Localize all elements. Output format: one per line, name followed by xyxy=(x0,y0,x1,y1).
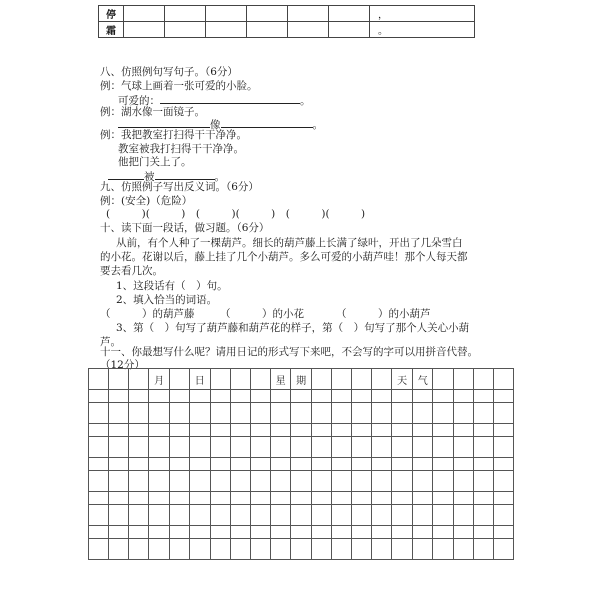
grid-cell[interactable] xyxy=(169,471,189,492)
grid-cell[interactable] xyxy=(392,437,413,458)
table-cell: ， xyxy=(370,6,475,22)
q10-fill-c[interactable]: （ ）的小葫芦 xyxy=(336,308,431,320)
q8-example-3c: 他把门关上了。 xyxy=(118,156,192,168)
grid-cell[interactable] xyxy=(311,471,331,492)
q10-sub-3: 3、第（ ）句写了葫芦藤和葫芦花的样子，第（ ）句写了那个人关心小葫 xyxy=(116,322,470,334)
character-table xyxy=(98,5,475,38)
grid-cell[interactable] xyxy=(352,505,372,526)
grid-cell[interactable] xyxy=(129,505,149,526)
grid-cell[interactable] xyxy=(270,437,291,458)
grid-cell[interactable] xyxy=(291,403,312,424)
grid-writing-row[interactable] xyxy=(89,437,514,458)
q8-title: 八、仿照例句写句子。（6分） xyxy=(100,66,238,78)
grid-cell[interactable] xyxy=(433,505,453,526)
grid-cell[interactable] xyxy=(109,403,129,424)
grid-cell[interactable] xyxy=(372,539,392,560)
grid-cell[interactable] xyxy=(453,403,473,424)
grid-cell[interactable] xyxy=(189,539,210,560)
grid-cell[interactable] xyxy=(433,437,453,458)
grid-cell[interactable] xyxy=(149,471,170,492)
grid-cell[interactable] xyxy=(270,471,291,492)
grid-cell[interactable] xyxy=(332,505,352,526)
grid-cell[interactable] xyxy=(230,403,250,424)
grid-cell[interactable] xyxy=(210,471,230,492)
grid-cell[interactable] xyxy=(149,539,170,560)
q10-sub-2: 2、填入恰当的词语。 xyxy=(116,294,218,306)
q8-answer-line-2: 像 。 xyxy=(118,117,323,132)
grid-cell[interactable] xyxy=(129,403,149,424)
grid-spacer-row xyxy=(89,526,514,539)
grid-cell[interactable] xyxy=(129,437,149,458)
grid-spacer-row xyxy=(89,458,514,471)
grid-cell[interactable] xyxy=(270,539,291,560)
grid-writing-row[interactable] xyxy=(89,403,514,424)
answer-blank[interactable] xyxy=(155,169,215,180)
grid-writing-row[interactable] xyxy=(89,505,514,526)
table-cell: 霜 xyxy=(99,22,124,38)
grid-cell[interactable] xyxy=(109,471,129,492)
grid-cell[interactable] xyxy=(493,437,513,458)
grid-writing-row[interactable] xyxy=(89,539,514,560)
q8-example-2: 例：湖水像一面镜子。 xyxy=(100,106,205,118)
q8-example-3: 例：我把教室打扫得干干净净。 xyxy=(100,129,247,141)
writing-grid[interactable] xyxy=(88,368,514,560)
grid-cell[interactable] xyxy=(332,403,352,424)
grid-cell[interactable] xyxy=(291,505,312,526)
weekday-label-1: 星 xyxy=(270,369,291,390)
answer-blank[interactable] xyxy=(108,169,144,180)
grid-cell[interactable] xyxy=(412,437,433,458)
grid-cell[interactable] xyxy=(149,505,170,526)
grid-cell[interactable] xyxy=(250,437,270,458)
grid-cell[interactable] xyxy=(109,505,129,526)
grid-cell[interactable] xyxy=(493,539,513,560)
grid-cell[interactable] xyxy=(89,539,109,560)
grid-cell[interactable] xyxy=(189,505,210,526)
grid-cell[interactable] xyxy=(473,403,493,424)
grid-cell[interactable] xyxy=(109,437,129,458)
grid-cell[interactable] xyxy=(433,403,453,424)
grid-cell[interactable] xyxy=(473,471,493,492)
grid-cell[interactable] xyxy=(250,539,270,560)
q10-fill-b[interactable]: （ ）的小花 xyxy=(220,308,304,320)
grid-cell[interactable] xyxy=(332,437,352,458)
q8-example-1: 例：气球上画着一张可爱的小脸。 xyxy=(100,80,258,92)
grid-cell[interactable] xyxy=(149,403,170,424)
grid-cell[interactable] xyxy=(169,505,189,526)
q10-fill-a[interactable]: （ ）的葫芦藤 xyxy=(100,308,195,320)
q10-sub-1: 1、这段话有（ ）句。 xyxy=(116,280,228,292)
q11-title: 十一、你最想写什么呢？请用日记的形式写下来吧，不会写的字可以用拼音代替。 xyxy=(100,346,478,358)
grid-cell[interactable] xyxy=(352,471,372,492)
q9-example: 例：(安全)（危险） xyxy=(100,195,193,207)
grid-cell[interactable] xyxy=(433,539,453,560)
day-label: 日 xyxy=(189,369,210,390)
grid-cell[interactable] xyxy=(291,437,312,458)
grid-cell[interactable] xyxy=(311,403,331,424)
grid-cell[interactable] xyxy=(453,437,473,458)
grid-cell[interactable] xyxy=(412,471,433,492)
grid-cell[interactable] xyxy=(89,471,109,492)
q10-passage-line-3: 要去看几次。 xyxy=(100,265,163,277)
grid-cell[interactable] xyxy=(189,471,210,492)
grid-cell[interactable] xyxy=(210,437,230,458)
q10-title: 十、读下面一段话，做习题。（6分） xyxy=(100,222,270,234)
grid-cell[interactable] xyxy=(230,437,250,458)
grid-writing-row[interactable] xyxy=(89,471,514,492)
grid-header-row xyxy=(89,369,514,390)
grid-cell[interactable] xyxy=(291,539,312,560)
q8-answer-line-3: 被 。 xyxy=(108,169,225,184)
q8-example-3b: 教室被我打扫得干干净净。 xyxy=(118,143,244,155)
grid-cell[interactable] xyxy=(493,403,513,424)
grid-cell[interactable] xyxy=(433,471,453,492)
answer-blank[interactable] xyxy=(118,117,210,128)
grid-cell[interactable] xyxy=(311,539,331,560)
grid-cell[interactable] xyxy=(473,505,493,526)
grid-cell[interactable] xyxy=(210,403,230,424)
grid-cell[interactable] xyxy=(109,539,129,560)
grid-cell[interactable] xyxy=(493,505,513,526)
table-cell: 停 xyxy=(99,6,124,22)
q10-passage-line-1: 从前，有个人种了一棵葫芦。细长的葫芦藤上长满了绿叶，开出了几朵雪白 xyxy=(116,237,463,249)
grid-cell[interactable] xyxy=(372,471,392,492)
q10-sub-3-cont: 芦。 xyxy=(100,336,121,348)
grid-cell[interactable] xyxy=(453,539,473,560)
grid-cell[interactable] xyxy=(412,403,433,424)
grid-cell[interactable] xyxy=(149,437,170,458)
grid-cell[interactable] xyxy=(372,437,392,458)
grid-spacer-row xyxy=(89,390,514,403)
grid-cell[interactable] xyxy=(169,403,189,424)
answer-blank[interactable] xyxy=(160,93,300,104)
grid-spacer-row xyxy=(89,424,514,437)
grid-cell[interactable] xyxy=(169,437,189,458)
exam-page xyxy=(88,0,514,611)
grid-cell[interactable] xyxy=(189,437,210,458)
grid-cell[interactable] xyxy=(270,505,291,526)
grid-cell[interactable] xyxy=(392,505,413,526)
grid-cell[interactable] xyxy=(291,471,312,492)
grid-cell[interactable] xyxy=(392,539,413,560)
grid-cell[interactable] xyxy=(189,403,210,424)
grid-cell[interactable] xyxy=(332,539,352,560)
q9-title: 九、仿照例子写出反义词。（6分） xyxy=(100,181,259,193)
grid-cell[interactable] xyxy=(352,539,372,560)
q9-answer-row[interactable]: ( )( ) ( )( ) ( )( ) xyxy=(106,208,366,220)
grid-cell[interactable] xyxy=(311,437,331,458)
grid-cell[interactable] xyxy=(89,437,109,458)
grid-cell[interactable] xyxy=(392,403,413,424)
grid-cell[interactable] xyxy=(270,403,291,424)
grid-cell[interactable] xyxy=(372,505,392,526)
grid-cell[interactable] xyxy=(372,403,392,424)
grid-cell[interactable] xyxy=(89,505,109,526)
grid-cell[interactable] xyxy=(250,471,270,492)
weekday-label-2: 期 xyxy=(291,369,312,390)
grid-cell[interactable] xyxy=(250,505,270,526)
grid-cell[interactable] xyxy=(332,471,352,492)
grid-cell[interactable] xyxy=(230,505,250,526)
grid-cell[interactable] xyxy=(169,539,189,560)
grid-cell[interactable] xyxy=(311,505,331,526)
weather-label-2: 气 xyxy=(412,369,433,390)
grid-cell[interactable] xyxy=(352,437,372,458)
grid-cell[interactable] xyxy=(230,539,250,560)
month-label: 月 xyxy=(149,369,170,390)
grid-cell[interactable] xyxy=(493,471,513,492)
grid-cell[interactable] xyxy=(230,471,250,492)
grid-cell[interactable] xyxy=(392,471,413,492)
grid-cell[interactable] xyxy=(412,539,433,560)
grid-cell[interactable] xyxy=(89,403,109,424)
q11-score: （12分） xyxy=(100,359,145,371)
grid-cell[interactable] xyxy=(453,471,473,492)
grid-cell[interactable] xyxy=(210,539,230,560)
q10-passage-line-2: 的小花。花谢以后，藤上挂了几个小葫芦。多么可爱的小葫芦哇！那个人每天都 xyxy=(100,251,468,263)
grid-cell[interactable] xyxy=(352,403,372,424)
grid-cell[interactable] xyxy=(129,539,149,560)
table-cell: 。 xyxy=(370,22,475,38)
grid-cell[interactable] xyxy=(250,403,270,424)
weather-label-1: 天 xyxy=(392,369,413,390)
table-row xyxy=(99,6,475,22)
grid-cell[interactable] xyxy=(210,505,230,526)
grid-cell[interactable] xyxy=(453,505,473,526)
table-row xyxy=(99,22,475,38)
grid-cell[interactable] xyxy=(129,471,149,492)
grid-spacer-row xyxy=(89,492,514,505)
answer-blank[interactable] xyxy=(221,117,313,128)
grid-cell[interactable] xyxy=(412,505,433,526)
q8-answer-line-1: 可爱的： 。 xyxy=(118,95,311,107)
grid-cell[interactable] xyxy=(473,437,493,458)
grid-cell[interactable] xyxy=(473,539,493,560)
